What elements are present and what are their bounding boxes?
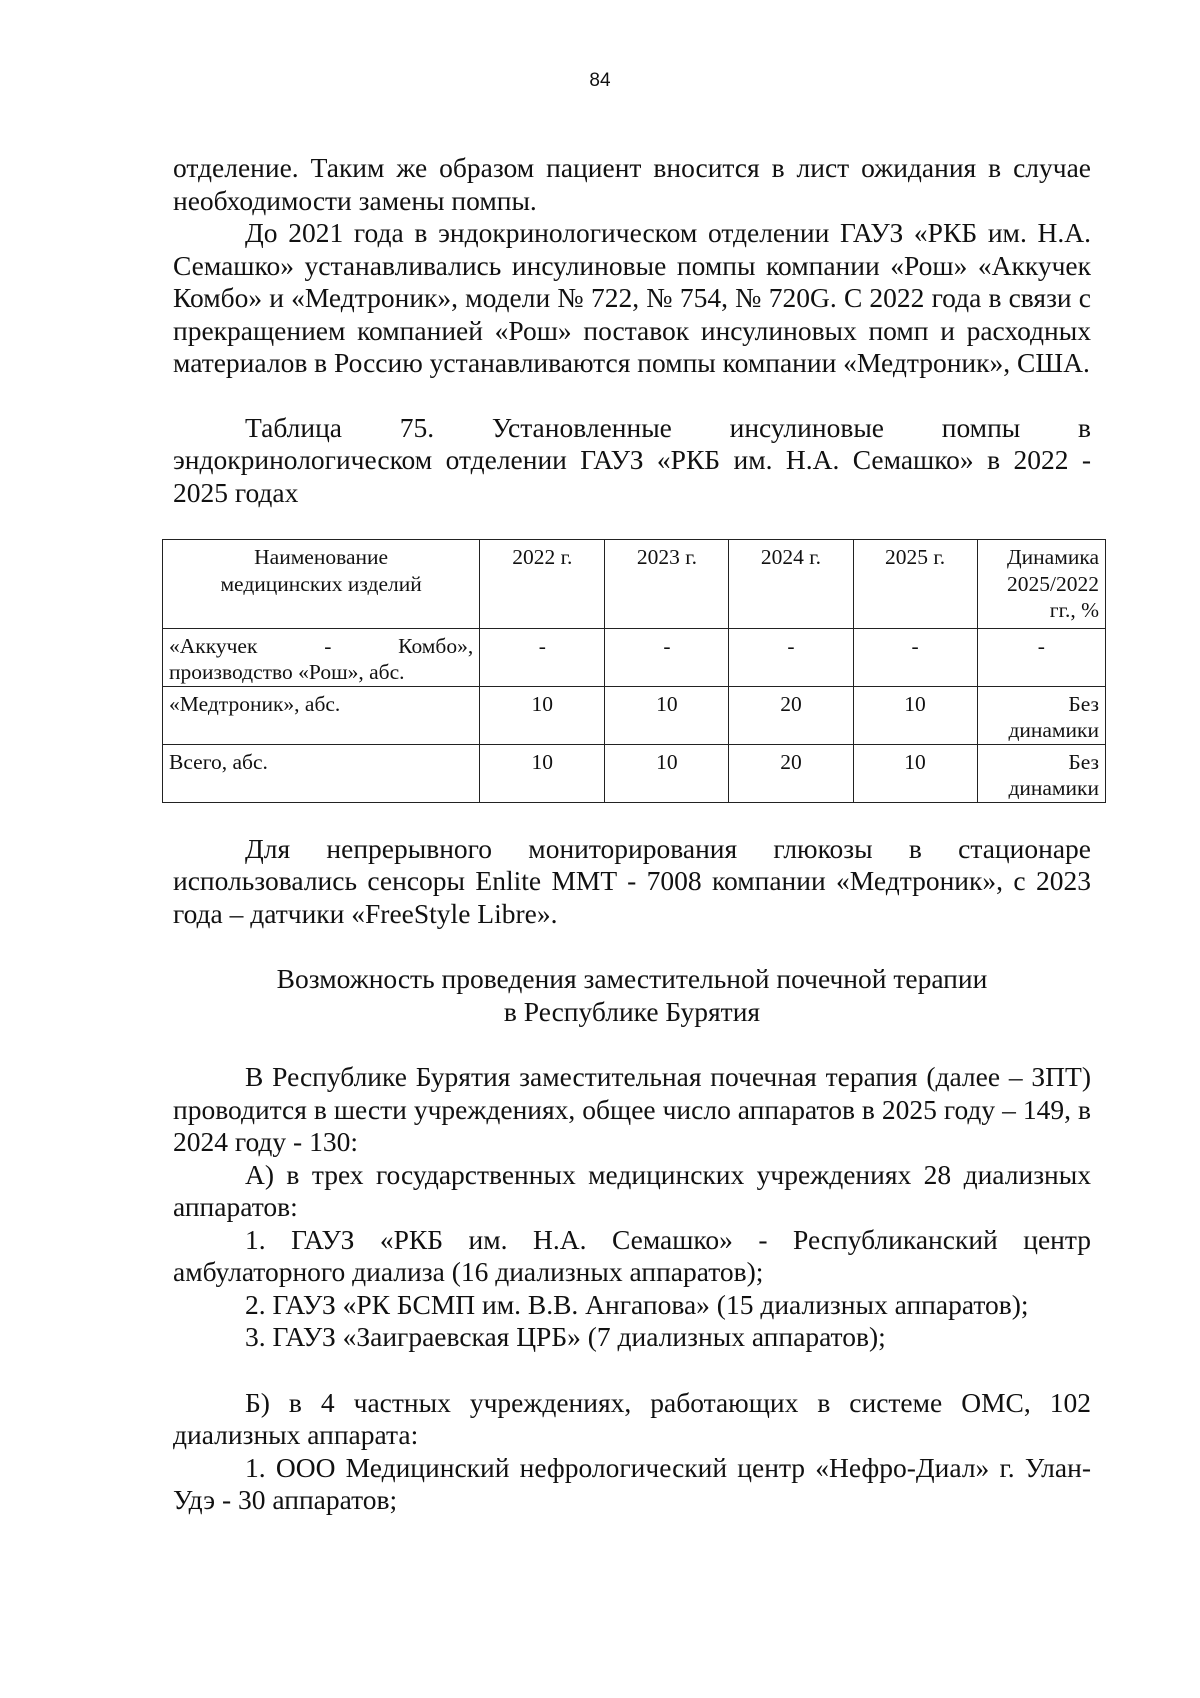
table-cell: 10 — [853, 744, 977, 802]
table-cell-dynamics: - — [977, 628, 1105, 686]
table-cell: - — [853, 628, 977, 686]
section-heading-line: в Республике Бурятия — [503, 995, 761, 1027]
table-header-cell: Наименование медицинских изделий — [163, 540, 480, 629]
table-header-cell: 2023 г. — [605, 540, 729, 629]
table-cell: - — [605, 628, 729, 686]
table-cell: 10 — [605, 686, 729, 744]
table-cell: 10 — [480, 744, 605, 802]
name-line: «Аккучек - Комбо», — [169, 633, 474, 658]
paragraph: отделение. Таким же образом пациент вносится в лист ожидания в случае необходимости замены помпы. — [173, 152, 1091, 216]
table-header-cell: 2022 г. — [480, 540, 605, 629]
table-cell-dynamics: Без динамики — [977, 686, 1105, 744]
table-cell-name: «Медтроник», абс. — [163, 686, 480, 744]
paragraph: А) в трех государственных медицинских учреждениях 28 диализных аппаратов: — [173, 1158, 1091, 1222]
section-heading-line: Возможность проведения заместительной почечной терапии — [276, 963, 988, 994]
paragraph: В Республике Бурятия заместительная почечная терапия (далее – ЗПТ) проводится в шести учреждениях, общее число аппаратов в 2025 году – 149, в 2024 году - 130: — [173, 1061, 1091, 1157]
pumps-table — [162, 539, 1106, 803]
list-item: 1. ГАУЗ «РКБ им. Н.А. Семашко» - Республиканский центр амбулаторного диализа (16 диализных аппаратов); — [173, 1223, 1091, 1287]
table-cell-dynamics: Без динамики — [977, 744, 1105, 802]
table-cell: 20 — [729, 744, 853, 802]
table-row — [163, 628, 1106, 686]
table-cell-name: Всего, абс. — [163, 744, 480, 802]
table-header-row — [163, 540, 1106, 629]
table-row — [163, 744, 1106, 802]
list-item: 2. ГАУЗ «РК БСМП им. В.В. Ангапова» (15 диализных аппаратов); — [245, 1288, 1029, 1320]
page-number: 84 — [589, 70, 611, 91]
table-cell-name — [163, 628, 480, 686]
table-cell: 10 — [480, 686, 605, 744]
list-item: 1. ООО Медицинский нефрологический центр «Нефро-Диал» г. Улан-Удэ - 30 аппаратов; — [173, 1451, 1091, 1515]
table-cell: - — [480, 628, 605, 686]
table-row — [163, 686, 1106, 744]
table-cell: 10 — [605, 744, 729, 802]
table-header-cell: 2025 г. — [853, 540, 977, 629]
document-body — [169, 152, 1099, 1517]
paragraph: Для непрерывного мониторирования глюкозы в стационаре использовались сенсоры Enlite MMT - 7008 компании «Медтроник», с 2023 года – датчики «FreeStyle Libre». — [173, 832, 1091, 929]
table-header-cell: 2024 г. — [729, 540, 853, 629]
paragraph: До 2021 года в эндокринологическом отделении ГАУЗ «РКБ им. Н.А. Семашко» устанавливались инсулиновые помпы компании «Рош» «Аккучек Комбо» и «Медтроник», модели № 722, № 754, № 720G. С 2022 года в связи с прекращением компанией «Рош» поставок инсулиновых помп и расходных материалов в Россию устанавливаются помпы компании «Медтроник», США. — [173, 217, 1091, 378]
table-caption: Таблица 75. Установленные инсулиновые помпы в эндокринологическом отделении ГАУЗ «РКБ им. Н.А. Семашко» в 2022 - 2025 годах — [173, 411, 1091, 508]
list-item: 3. ГАУЗ «Заиграевская ЦРБ» (7 диализных аппаратов); — [245, 1321, 886, 1352]
table-cell: - — [729, 628, 853, 686]
table-cell: 20 — [729, 686, 853, 744]
paragraph: Б) в 4 частных учреждениях, работающих в системе ОМС, 102 диализных аппарата: — [173, 1386, 1091, 1450]
table-header-cell: Динамика 2025/2022 гг., % — [977, 540, 1105, 629]
name-line: производство «Рош», абс. — [169, 660, 405, 684]
table-cell: 10 — [853, 686, 977, 744]
